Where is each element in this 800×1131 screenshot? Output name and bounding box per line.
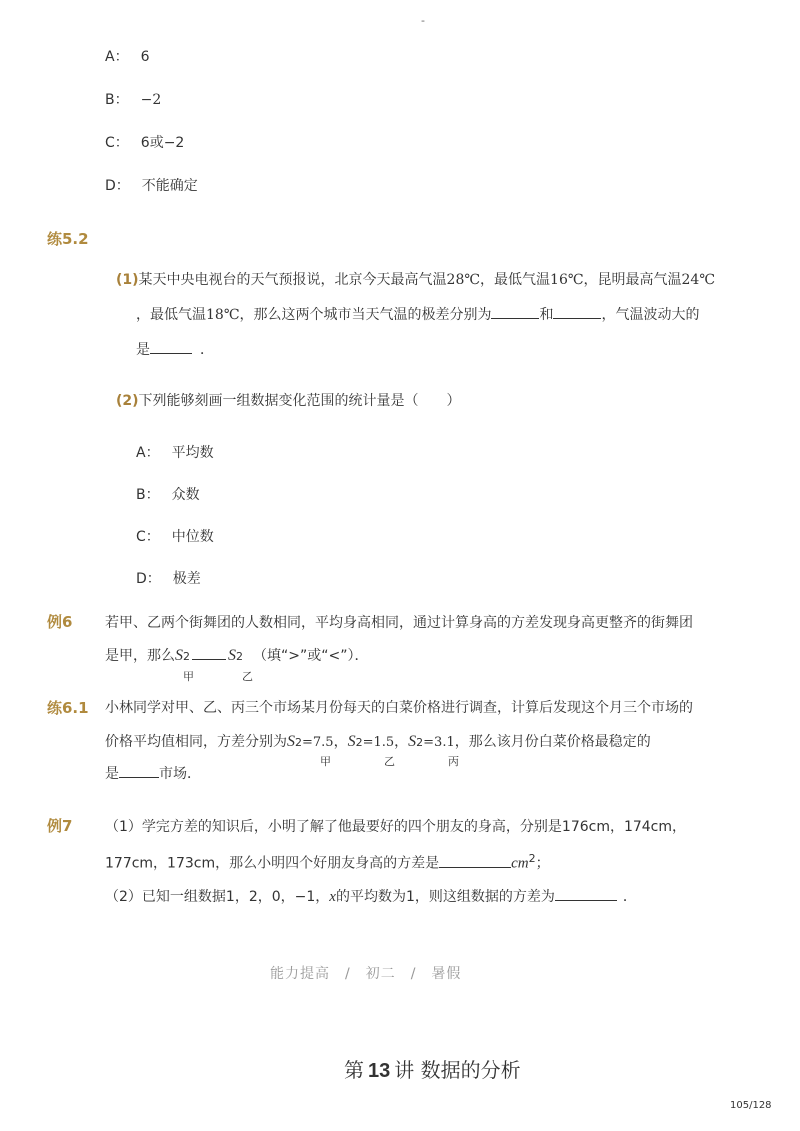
subscript-yi: 乙 — [242, 670, 253, 683]
li7-line3: （2）已知一组数据1，2，0，−1，x的平均数为1，则这组数据的方差为 ． — [105, 886, 637, 906]
li7-line1: （1）学完方差的知识后，小明了解了他最要好的四个朋友的身高，分别是176cm，174cm， — [105, 819, 687, 835]
exercise-tag-5-2: 练5.2 — [47, 230, 89, 248]
lian52-p1-line1: (1)某天中央电视台的天气预报说，北京今天最高气温28℃，最低气温16℃，昆明最高气温24℃ — [116, 272, 715, 288]
li7-line2: 177cm，173cm，那么小明四个好朋友身高的方差是 $cm^2$； — [105, 852, 550, 872]
answer-blank[interactable] — [150, 339, 192, 354]
answer-blank[interactable] — [119, 763, 159, 778]
subscript-jia: 甲 — [320, 755, 331, 768]
header-mark: - — [421, 14, 425, 27]
option-d: D： 不能确定 — [105, 178, 198, 194]
page-number: 105/128 — [730, 1100, 772, 1111]
answer-blank[interactable] — [192, 645, 226, 660]
lian52-p1-line2: ，最低气温18℃，那么这两个城市当天气温的极差分别为 和 ，气温波动大的 — [136, 304, 699, 324]
subscript-yi: 乙 — [384, 755, 395, 768]
answer-blank[interactable] — [439, 853, 511, 868]
chapter-title: 第 13 讲 数据的分析 — [344, 1058, 521, 1082]
example-tag-7: 例7 — [47, 817, 73, 835]
example-tag-6: 例6 — [47, 613, 73, 631]
subscript-bing: 丙 — [448, 755, 459, 768]
footer-breadcrumb: 能力提高 / 初二 / 暑假 — [270, 966, 462, 982]
answer-blank[interactable] — [555, 886, 617, 901]
option-d: D： 极差 — [136, 571, 201, 587]
option-c: C： 中位数 — [136, 529, 214, 545]
lian61-line3: 是 市场． — [105, 763, 201, 783]
exercise-tag-6-1: 练6.1 — [47, 699, 89, 717]
li6-line2: 是甲，那么S2 S2 （填“>”或“<”）． — [105, 647, 369, 664]
answer-blank[interactable] — [553, 304, 601, 319]
lian52-p2-question: (2)下列能够刻画一组数据变化范围的统计量是（ ） — [116, 393, 461, 409]
option-b: B： −2 — [105, 92, 162, 108]
li6-line1: 若甲、乙两个街舞团的人数相同，平均身高相同，通过计算身高的方差发现身高更整齐的街舞团 — [105, 615, 693, 631]
lian61-line1: 小林同学对甲、乙、丙三个市场某月份每天的白菜价格进行调查，计算后发现这个月三个市场的 — [105, 700, 693, 716]
option-a: A： 6 — [105, 49, 150, 65]
option-c: C： 6或−2 — [105, 135, 185, 151]
lian52-p1-line3: 是 ． — [136, 339, 214, 359]
lian61-line2: 价格平均值相同，方差分别为S2=7.5，S2=1.5，S2=3.1，那么该月份白菜价格最稳定的 — [105, 733, 651, 750]
option-a: A： 平均数 — [136, 445, 214, 461]
answer-blank[interactable] — [491, 304, 539, 319]
subscript-jia: 甲 — [183, 670, 194, 683]
option-b: B： 众数 — [136, 487, 200, 503]
